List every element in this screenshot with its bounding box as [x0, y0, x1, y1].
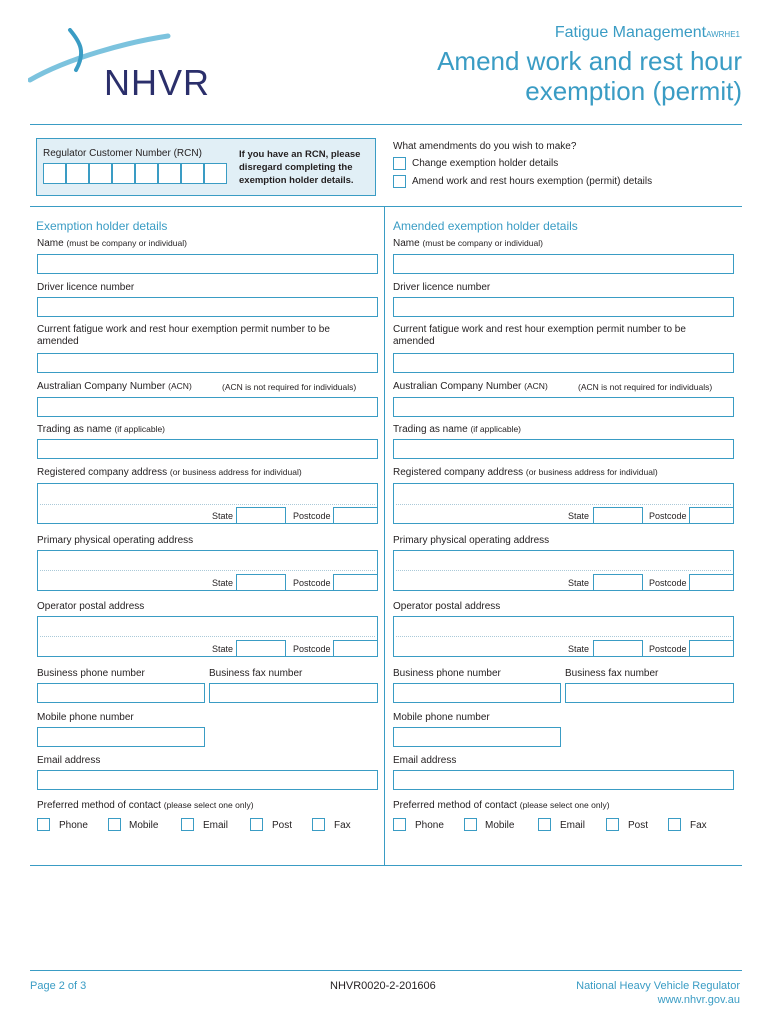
- postcode-label: Postcode: [649, 578, 687, 588]
- contact-mobile-checkbox[interactable]: [108, 818, 121, 831]
- contact-post-checkbox[interactable]: [250, 818, 263, 831]
- acn-input[interactable]: [393, 397, 734, 417]
- permit-input[interactable]: [37, 353, 378, 373]
- state-label: State: [568, 511, 590, 521]
- nhvr-logo: [28, 28, 218, 103]
- change-holder-checkbox[interactable]: [393, 157, 406, 170]
- acn-label: Australian Company Number (ACN): [37, 381, 192, 392]
- licence-label: Driver licence number: [393, 282, 491, 293]
- column-heading: Amended exemption holder details: [393, 219, 578, 233]
- rcn-digit-boxes[interactable]: [43, 163, 227, 184]
- contact-mobile-label: Mobile: [129, 820, 159, 831]
- name-label: Name (must be company or individual): [37, 238, 187, 249]
- amend-hours-checkbox[interactable]: [393, 175, 406, 188]
- page-number: Page 2 of 3: [30, 980, 87, 992]
- contact-mobile-checkbox[interactable]: [464, 818, 477, 831]
- primary-address-label: Primary physical operating address: [37, 535, 194, 546]
- licence-label: Driver licence number: [37, 282, 135, 293]
- contact-phone-label: Phone: [415, 820, 444, 831]
- postcode-label: Postcode: [293, 511, 331, 521]
- rcn-digit[interactable]: [204, 163, 227, 184]
- postcode-input[interactable]: [689, 507, 734, 524]
- mobile-label: Mobile phone number: [393, 712, 490, 723]
- column-heading: Exemption holder details: [36, 219, 168, 233]
- postcode-label: Postcode: [293, 578, 331, 588]
- primary-address-label: Primary physical operating address: [393, 535, 550, 546]
- postcode-label: Postcode: [649, 644, 687, 654]
- postcode-input[interactable]: [333, 640, 378, 657]
- contact-post-label: Post: [628, 820, 649, 831]
- phone-label: Business phone number: [37, 668, 145, 679]
- name-input[interactable]: [393, 254, 734, 274]
- state-input[interactable]: [236, 507, 286, 524]
- section-title: Fatigue ManagementAWRHE1: [554, 24, 740, 41]
- phone-input[interactable]: [393, 683, 561, 703]
- state-label: State: [568, 644, 590, 654]
- contact-email-checkbox[interactable]: [538, 818, 551, 831]
- contact-phone-checkbox[interactable]: [37, 818, 50, 831]
- contact-fax-label: Fax: [690, 820, 707, 831]
- trading-label: Trading as name (if applicable): [37, 424, 166, 435]
- contact-label: Preferred method of contact (please select one only): [37, 800, 254, 811]
- state-label: State: [212, 644, 234, 654]
- postal-address-label: Operator postal address: [393, 601, 501, 612]
- page-title: Amend work and rest hour exemption (permit): [437, 46, 742, 106]
- logo-text: NHVR: [104, 62, 211, 103]
- contact-label: Preferred method of contact (please select one only): [393, 800, 610, 811]
- rcn-panel: [36, 138, 376, 196]
- amend-hours-label: Amend work and rest hours exemption (permit) details: [412, 176, 653, 187]
- contact-fax-checkbox[interactable]: [312, 818, 325, 831]
- postal-address-label: Operator postal address: [37, 601, 145, 612]
- rcn-digit[interactable]: [112, 163, 135, 184]
- contact-email-label: Email: [203, 820, 229, 831]
- email-label: Email address: [37, 755, 101, 766]
- contact-post-label: Post: [272, 820, 293, 831]
- state-label: State: [568, 578, 590, 588]
- fax-label: Business fax number: [209, 668, 303, 679]
- fax-label: Business fax number: [565, 668, 659, 679]
- licence-input[interactable]: [393, 297, 734, 317]
- state-input[interactable]: [236, 574, 286, 591]
- postcode-input[interactable]: [689, 574, 734, 591]
- change-holder-label: Change exemption holder details: [412, 158, 559, 169]
- contact-fax-checkbox[interactable]: [668, 818, 681, 831]
- state-input[interactable]: [236, 640, 286, 657]
- postcode-input[interactable]: [333, 507, 378, 524]
- mobile-input[interactable]: [37, 727, 205, 747]
- amendments-question: What amendments do you wish to make?: [393, 141, 577, 152]
- form-code: NHVR0020-2-201606: [330, 980, 436, 992]
- postcode-input[interactable]: [689, 640, 734, 657]
- acn-note: (ACN is not required for individuals): [578, 382, 713, 392]
- phone-input[interactable]: [37, 683, 205, 703]
- footer-org: National Heavy Vehicle Regulator: [576, 980, 740, 992]
- permit-label: Current fatigue work and rest hour exemption permit number to be amended: [393, 324, 686, 347]
- contact-post-checkbox[interactable]: [606, 818, 619, 831]
- reg-address-label: Registered company address (or business address for individual): [393, 467, 658, 478]
- mobile-input[interactable]: [393, 727, 561, 747]
- fax-input[interactable]: [565, 683, 734, 703]
- email-input[interactable]: [393, 770, 734, 790]
- rcn-label: Regulator Customer Number (RCN): [43, 148, 202, 159]
- email-input[interactable]: [37, 770, 378, 790]
- licence-input[interactable]: [37, 297, 378, 317]
- trading-label: Trading as name (if applicable): [393, 424, 522, 435]
- state-label: State: [212, 578, 234, 588]
- trading-input[interactable]: [393, 439, 734, 459]
- rcn-digit[interactable]: [66, 163, 89, 184]
- postcode-label: Postcode: [293, 644, 331, 654]
- contact-email-checkbox[interactable]: [181, 818, 194, 831]
- rcn-digit[interactable]: [135, 163, 158, 184]
- state-input[interactable]: [593, 574, 643, 591]
- contact-mobile-label: Mobile: [485, 820, 515, 831]
- rcn-digit[interactable]: [181, 163, 204, 184]
- postcode-label: Postcode: [649, 511, 687, 521]
- rcn-digit[interactable]: [43, 163, 66, 184]
- trading-input[interactable]: [37, 439, 378, 459]
- state-label: State: [212, 511, 234, 521]
- column-divider: [384, 206, 385, 865]
- contact-email-label: Email: [560, 820, 586, 831]
- rcn-note: If you have an RCN, please disregard completing the exemption holder details.: [239, 149, 361, 186]
- state-input[interactable]: [593, 640, 643, 657]
- permit-input[interactable]: [393, 353, 734, 373]
- rcn-digit[interactable]: [158, 163, 181, 184]
- contact-fax-label: Fax: [334, 820, 351, 831]
- fax-input[interactable]: [209, 683, 378, 703]
- acn-input[interactable]: [37, 397, 378, 417]
- rcn-digit[interactable]: [89, 163, 112, 184]
- footer-url[interactable]: www.nhvr.gov.au: [657, 994, 740, 1006]
- acn-label: Australian Company Number (ACN): [393, 381, 548, 392]
- name-input[interactable]: [37, 254, 378, 274]
- reg-address-label: Registered company address (or business address for individual): [37, 467, 302, 478]
- state-input[interactable]: [593, 507, 643, 524]
- email-label: Email address: [393, 755, 457, 766]
- contact-phone-label: Phone: [59, 820, 88, 831]
- mobile-label: Mobile phone number: [37, 712, 134, 723]
- permit-label: Current fatigue work and rest hour exemption permit number to be amended: [37, 324, 330, 347]
- contact-phone-checkbox[interactable]: [393, 818, 406, 831]
- acn-note: (ACN is not required for individuals): [222, 382, 357, 392]
- postcode-input[interactable]: [333, 574, 378, 591]
- phone-label: Business phone number: [393, 668, 501, 679]
- name-label: Name (must be company or individual): [393, 238, 543, 249]
